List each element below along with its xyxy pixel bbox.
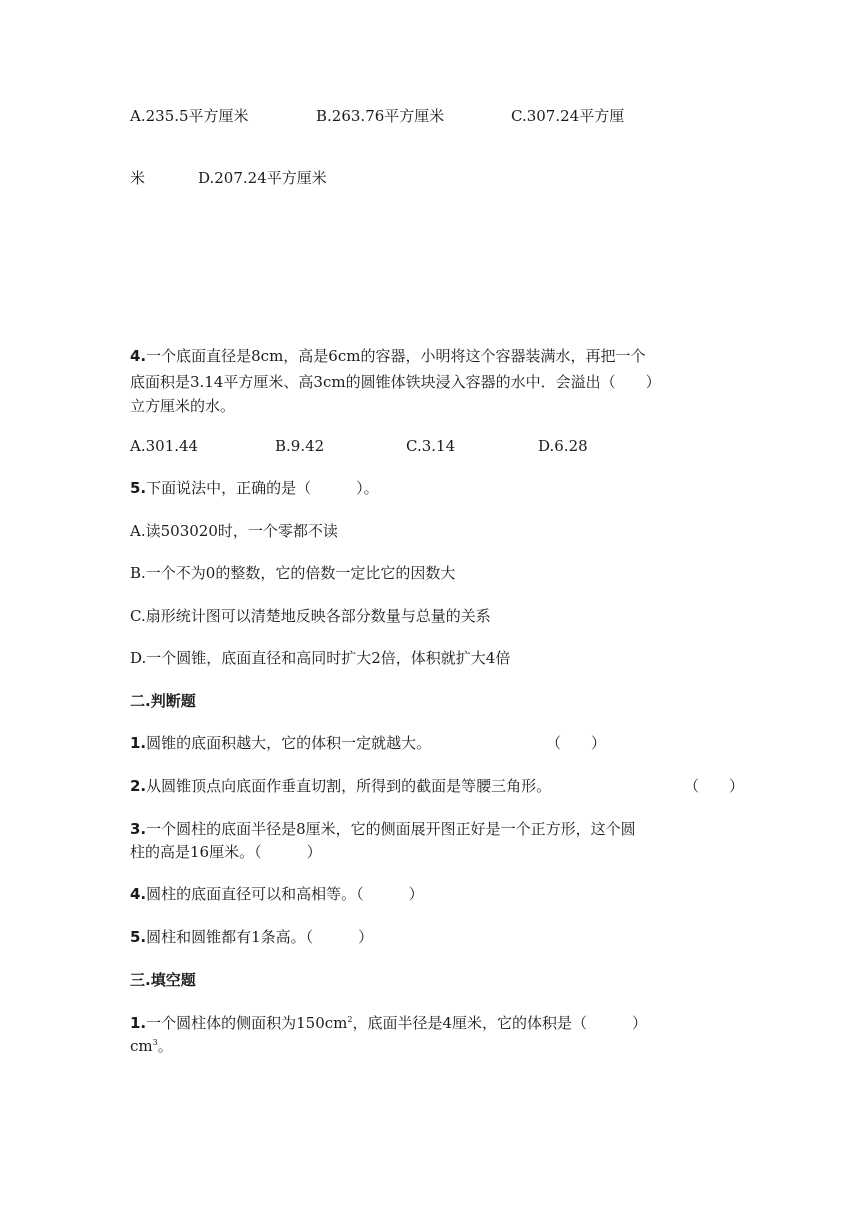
q5-option-c: C.扇形统计图可以清楚地反映各部分数量与总量的关系	[130, 607, 491, 625]
s2-item-4-number: 4.	[130, 885, 147, 903]
s2-item-4	[130, 884, 424, 904]
q5-number: 5.	[130, 479, 147, 497]
s2-item-3-line-2: 柱的高是16厘米。（ ）	[130, 843, 322, 861]
q3-option-d: D.207.24平方厘米	[198, 169, 327, 187]
s2-item-3-number: 3.	[130, 820, 147, 838]
section-2-title: 二.判断题	[130, 692, 196, 710]
q4-option-a: A.301.44	[130, 437, 199, 455]
s2-item-2	[130, 776, 551, 796]
q3-option-c: C.307.24平方厘	[511, 107, 625, 125]
q5-option-d: D.一个圆锥，底面直径和高同时扩大2倍，体积就扩大4倍	[130, 649, 511, 667]
s3-item-1-superscript-2: 2	[347, 1015, 353, 1024]
s2-item-3-line-1	[130, 819, 636, 839]
q4-line-2: 底面积是3.14平方厘米、高3cm的圆锥体铁块浸入容器的水中．会溢出（ ）	[130, 373, 661, 391]
s2-item-2-number: 2.	[130, 777, 147, 795]
q5-line	[130, 478, 379, 498]
q4-option-b: B.9.42	[275, 437, 325, 455]
s3-item-1-line-2	[130, 1036, 173, 1056]
s2-item-1-blank: （ ）	[546, 734, 607, 752]
s2-item-5	[130, 927, 373, 947]
q4-number: 4.	[130, 347, 147, 365]
s2-item-1-text: 圆锥的底面积越大，它的体积一定就越大。	[146, 734, 432, 752]
s2-item-3-text-1: 一个圆柱的底面半径是8厘米，它的侧面展开图正好是一个正方形，这个圆	[146, 820, 636, 838]
s2-item-5-text: 圆柱和圆锥都有1条高。（ ）	[146, 928, 374, 946]
s2-item-1	[130, 733, 431, 753]
q5-text: 下面说法中，正确的是（ ）。	[146, 479, 379, 497]
s3-item-1-superscript-3: 3	[152, 1038, 158, 1047]
q4-text-1: 一个底面直径是8cm，高是6cm的容器，小明将这个容器装满水，再把一个	[146, 347, 646, 365]
s2-item-5-number: 5.	[130, 928, 147, 946]
s2-item-4-text: 圆柱的底面直径可以和高相等。（ ）	[146, 885, 424, 903]
q3-option-a: A.235.5平方厘米	[130, 107, 249, 125]
s3-item-1-text-post: ，底面半径是4厘米，它的体积是（ ）	[352, 1014, 648, 1032]
q4-line-1	[130, 346, 645, 366]
q3-option-b: B.263.76平方厘米	[316, 107, 445, 125]
q3-option-c-continued: 米	[130, 169, 146, 187]
section-3-title: 三.填空题	[130, 971, 196, 989]
q4-option-c: C.3.14	[406, 437, 456, 455]
q5-option-a: A.读503020时，一个零都不读	[130, 522, 338, 540]
s2-item-1-number: 1.	[130, 734, 147, 752]
s2-item-2-text: 从圆锥顶点向底面作垂直切割，所得到的截面是等腰三角形。	[146, 777, 552, 795]
s2-item-2-blank: （ ）	[684, 777, 745, 795]
s3-item-1-number: 1.	[130, 1014, 147, 1032]
q5-option-b: B.一个不为0的整数，它的倍数一定比它的因数大	[130, 564, 456, 582]
q4-option-d: D.6.28	[538, 437, 588, 455]
s3-item-1-line-1	[130, 1013, 647, 1033]
q4-line-3: 立方厘米的水。	[130, 397, 236, 415]
s3-item-1-unit: cm	[130, 1037, 153, 1055]
s3-item-1-text-pre: 一个圆柱体的侧面积为150cm	[146, 1014, 348, 1032]
s3-item-1-end: 。	[157, 1037, 173, 1055]
